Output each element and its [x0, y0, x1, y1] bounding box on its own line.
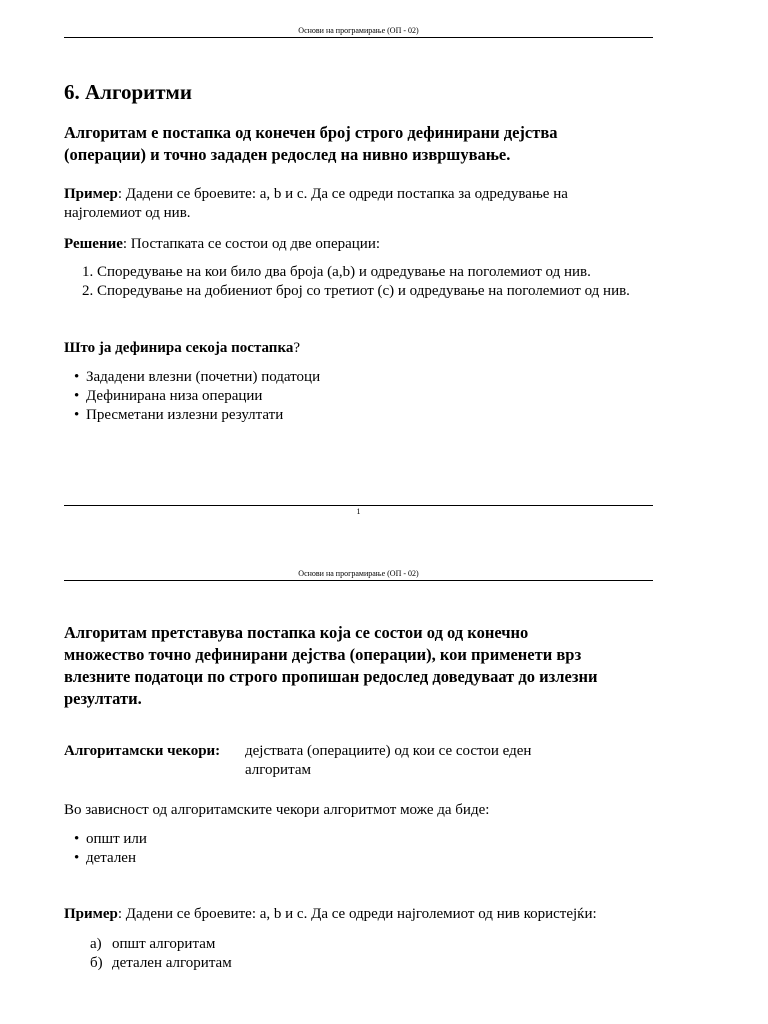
- example-paragraph: [64, 185, 634, 223]
- list-item: • Пресметани излезни резултати: [86, 406, 676, 425]
- header-rule: [64, 580, 653, 581]
- option-text: детален алгоритам: [112, 955, 232, 971]
- definition-paragraph: Алгоритам е постапка од конечен број строго дефинирани дејства (операции) и точно зададен редослед на нивно извршување.: [64, 123, 558, 164]
- algorithm-kinds-list: [64, 830, 676, 868]
- list-item: 2. Споредување на добиениот број со третиот (c) и одредување на поголемиот од нив.: [97, 282, 687, 301]
- option-text: општ алгоритам: [112, 936, 216, 952]
- procedure-bullets: [64, 368, 676, 425]
- example-text: : Дадени се броевите: a, b и c. Да се одреди постапка за одредување на најголемиот од нив.: [64, 186, 568, 221]
- term-label: Алгоритамски чекори:: [64, 743, 221, 759]
- question-mark: ?: [293, 340, 301, 356]
- header-rule: [64, 37, 653, 38]
- solution-text: : Постапката се состои од две операции:: [122, 236, 381, 252]
- option-marker: а): [90, 936, 102, 952]
- dependence-paragraph: Во зависност од алгоритамските чекори алгоритмот може да биде:: [64, 802, 490, 818]
- list-item: • општ или: [86, 830, 676, 849]
- list-item: • Зададени влезни (почетни) податоци: [86, 368, 676, 387]
- example-label: Пример: [64, 906, 118, 922]
- lead-paragraph: Алгоритам претставува постапка која се состои од од конечно множество точно дефинирани дејства (операции), кои применети врз влезните податоци по строго пропишан редослед доведуваат до излезни резултати.: [64, 623, 598, 708]
- solution-steps-list: [64, 263, 687, 301]
- term-definition: дејствата (операциите) од кои се состои еден алгоритам: [245, 743, 532, 778]
- question-label: Што ја дефинира секоја постапка: [64, 340, 294, 356]
- solution-label: Решение: [64, 236, 123, 252]
- running-header: Основи на програмирање (ОП - 02): [298, 569, 419, 578]
- page-number: 1: [356, 507, 361, 516]
- running-header: Основи на програмирање (ОП - 02): [298, 26, 419, 35]
- example-paragraph: [64, 905, 664, 924]
- solution-paragraph: [64, 235, 664, 254]
- list-item: [90, 935, 650, 954]
- footer-rule: [64, 505, 653, 506]
- question-paragraph: [64, 339, 664, 358]
- chapter-title: 6. Алгоритми: [64, 80, 192, 104]
- list-item: • детален: [86, 849, 676, 868]
- list-item: 1. Споредување на кои било два броја (a,b) и одредување на поголемиот од нив.: [97, 263, 687, 282]
- list-item: • Дефинирана низа операции: [86, 387, 676, 406]
- list-item: [90, 954, 650, 973]
- lettered-options-list: [90, 935, 650, 973]
- example-label: Пример: [64, 186, 118, 202]
- example-text: : Дадени се броевите: a, b и c. Да се одреди најголемиот од нив користејќи:: [117, 906, 597, 922]
- option-marker: б): [90, 955, 103, 971]
- document-page-2: [0, 540, 768, 1024]
